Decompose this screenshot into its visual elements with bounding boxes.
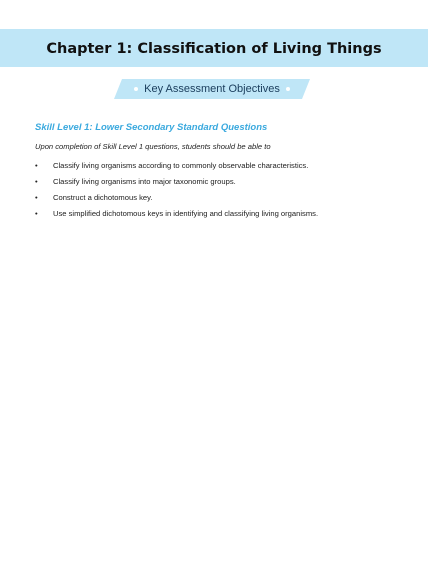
list-item-text: Classify living organisms according to commonly observable characteristics.: [53, 161, 309, 170]
right-dot-icon: [286, 87, 290, 91]
objectives-banner-content: [114, 79, 310, 99]
list-item-text: Construct a dichotomous key.: [53, 193, 153, 202]
list-item-text: Use simplified dichotomous keys in identifying and classifying living organisms.: [53, 209, 319, 218]
bullet-icon: •: [35, 161, 38, 170]
objectives-title: Key Assessment Objectives: [144, 83, 280, 95]
bullet-icon: •: [35, 177, 38, 186]
chapter-banner: [0, 29, 428, 67]
objectives-banner: [114, 79, 310, 99]
skill-level-intro: Upon completion of Skill Level 1 questions, students should be able to: [35, 142, 271, 151]
list-item: [35, 161, 318, 177]
list-item: [35, 193, 318, 209]
bullet-icon: •: [35, 209, 38, 218]
list-item-text: Classify living organisms into major taxonomic groups.: [53, 177, 236, 186]
list-item: [35, 177, 318, 193]
skill-level-heading: Skill Level 1: Lower Secondary Standard Questions: [35, 122, 268, 133]
left-dot-icon: [134, 87, 138, 91]
objective-list: [35, 161, 318, 225]
list-item: [35, 209, 318, 225]
bullet-icon: •: [35, 193, 38, 202]
chapter-title: Chapter 1: Classification of Living Things: [46, 41, 382, 57]
